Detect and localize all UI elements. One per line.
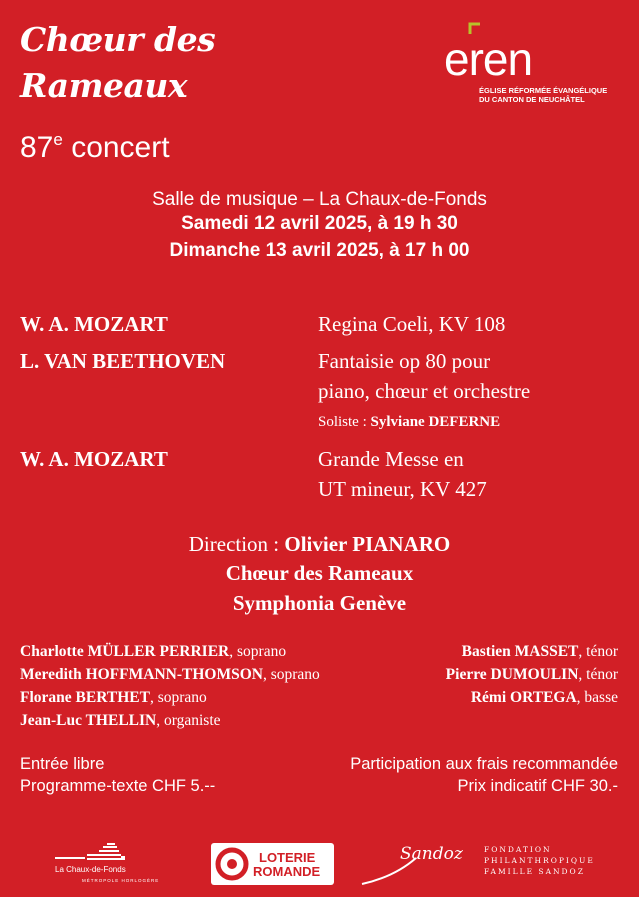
city-name: La Chaux-de-Fonds: [55, 865, 126, 874]
loterie-logo-icon: [215, 847, 249, 881]
sponsor-loterie-romande: [211, 843, 334, 885]
composer-mozart-1: W. A. MOZART: [20, 312, 168, 336]
composer-mozart-2: W. A. MOZART: [20, 447, 168, 471]
singer-name: Charlotte MÜLLER PERRIER: [20, 643, 230, 660]
city-tagline: MÉTROPOLE HORLOGÈRE: [82, 878, 160, 883]
choir-name: Chœur des Rameaux: [225, 561, 414, 585]
eren-wordmark: eren: [444, 33, 533, 85]
direction-line: [0, 530, 639, 558]
fondation-line2: PHILANTHROPIQUE: [484, 856, 595, 865]
singer-role: , soprano: [229, 643, 287, 660]
singer-name: Rémi ORTEGA: [470, 689, 577, 706]
concert-number: [20, 131, 170, 165]
singer-role: , organiste: [156, 712, 221, 729]
singer-role: , soprano: [262, 666, 320, 683]
eren-logo: [444, 22, 624, 112]
entry-info: Entrée libre: [20, 755, 105, 773]
composer-beethoven: L. VAN BEETHOVEN: [20, 349, 226, 373]
soloist-name: Sylviane DEFERNE: [370, 414, 501, 430]
concert-number-value: 87: [20, 131, 54, 164]
singer-name: Pierre DUMOULIN: [445, 666, 579, 683]
sponsor-chaux-de-fonds: [55, 843, 160, 885]
city-skyline-icon: [55, 843, 160, 863]
singer-role: , ténor: [578, 643, 618, 660]
singer-right-2: [446, 664, 618, 685]
conductor-name: Olivier PIANARO: [284, 532, 451, 556]
singer-left-2: [20, 664, 320, 685]
fondation-line3: FAMILLE SANDOZ: [484, 867, 585, 876]
date-saturday: Samedi 12 avril 2025, à 19 h 30: [181, 213, 458, 234]
singer-left-1: [20, 641, 286, 662]
work-grande-messe-line2: UT mineur, KV 427: [318, 477, 487, 501]
programme-price: Programme-texte CHF 5.--: [20, 777, 216, 795]
eren-subtitle-line2: DU CANTON DE NEUCHÂTEL: [479, 95, 585, 104]
work-fantaisie-line1: Fantaisie op 80 pour: [318, 349, 491, 373]
loterie-line2: ROMANDE: [253, 864, 321, 879]
soloist-label: Soliste :: [318, 414, 371, 430]
singer-name: Jean-Luc THELLIN: [20, 712, 157, 729]
singer-role: , soprano: [149, 689, 207, 706]
singer-name: Meredith HOFFMANN-THOMSON: [20, 666, 263, 683]
choir-title-line1: Chœur des: [20, 20, 216, 59]
singer-role: , basse: [576, 689, 618, 706]
eren-subtitle-line1: ÉGLISE RÉFORMÉE ÉVANGÉLIQUE: [479, 86, 608, 95]
direction-label: Direction :: [188, 532, 285, 556]
concert-label: concert: [71, 131, 170, 164]
sandoz-signature: Sandoz: [400, 844, 463, 864]
singer-left-4: [20, 710, 221, 731]
work-grande-messe-line1: Grande Messe en: [318, 447, 464, 471]
orchestra-name: Symphonia Genève: [232, 591, 407, 615]
singer-name: Bastien MASSET: [461, 643, 579, 660]
date-sunday: Dimanche 13 avril 2025, à 17 h 00: [169, 240, 470, 261]
loterie-line1: LOTERIE: [259, 850, 316, 865]
sponsor-fondation-sandoz: [484, 845, 624, 881]
indicative-price: Prix indicatif CHF 30.-: [457, 777, 618, 795]
soloist-line: [318, 412, 500, 432]
singer-role: , ténor: [578, 666, 618, 683]
singer-left-3: [20, 687, 207, 708]
fondation-line1: FONDATION: [484, 845, 552, 854]
singer-name: Florane BERTHET: [20, 689, 150, 706]
sponsor-sandoz-mark: [360, 840, 470, 888]
venue: Salle de musique – La Chaux-de-Fonds: [152, 189, 487, 210]
work-fantaisie-line2: piano, chœur et orchestre: [318, 379, 531, 403]
participation-info: Participation aux frais recommandée: [350, 755, 618, 773]
choir-title-line2: Rameaux: [20, 66, 188, 105]
concert-number-suffix: e: [53, 130, 63, 149]
singer-right-1: [462, 641, 618, 662]
work-regina-coeli: Regina Coeli, KV 108: [318, 312, 506, 336]
singer-right-3: [471, 687, 618, 708]
